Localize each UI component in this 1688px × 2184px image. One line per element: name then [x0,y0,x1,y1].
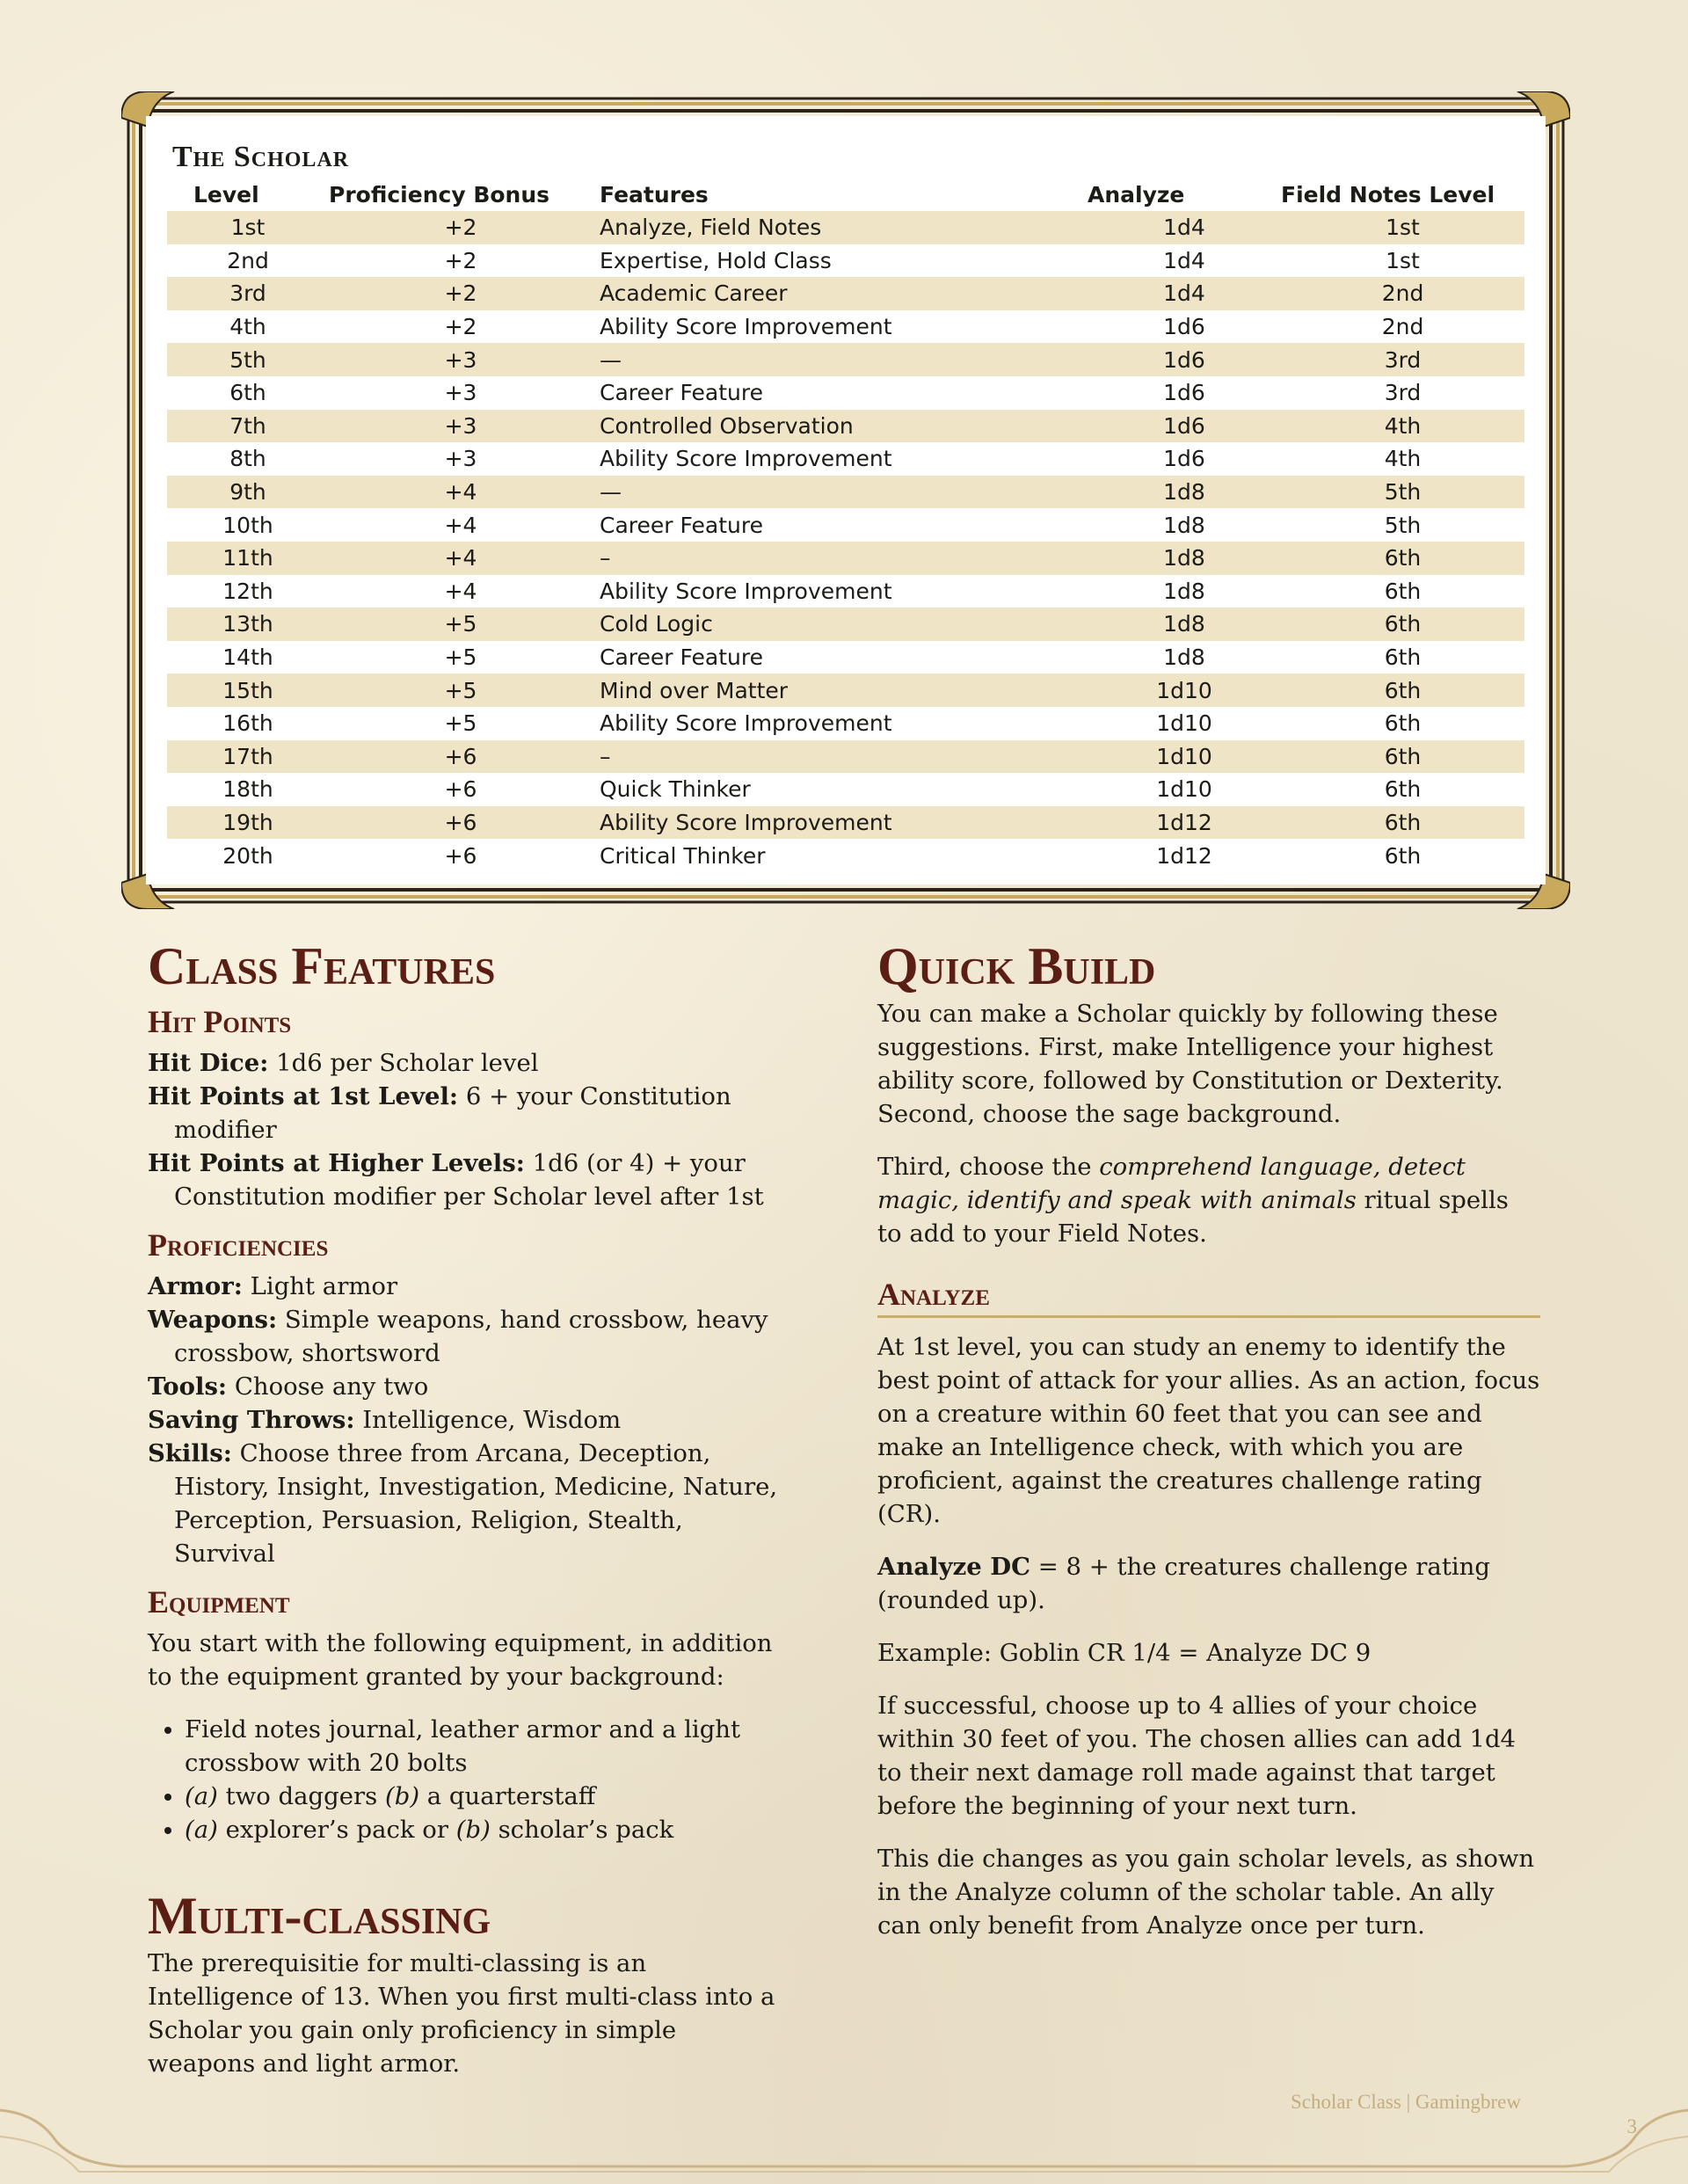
cell-features: Controlled Observation [600,412,854,439]
cell-level: 17th [222,743,273,769]
option-b-label: (b) [455,1816,491,1844]
cell-features: – [600,743,611,769]
cell-analyze: 1d6 [1163,380,1205,406]
equipment-heading: Equipment [148,1584,290,1620]
cell-level: 4th [229,314,266,340]
cell-field-notes: 2nd [1381,280,1424,307]
cell-analyze: 1d6 [1163,314,1205,340]
armor-line [148,1270,781,1303]
cell-proficiency: +3 [444,380,477,406]
table-row [167,244,1524,278]
table-row [167,773,1524,806]
cell-analyze: 1d4 [1163,247,1205,273]
cell-analyze: 1d12 [1156,809,1212,835]
analyze-dc-para [877,1550,1540,1617]
cell-features: Ability Score Improvement [600,314,892,340]
cell-field-notes: 3rd [1384,346,1422,373]
cell-field-notes: 5th [1384,512,1422,538]
table-panel [146,116,1546,885]
cell-analyze: 1d6 [1163,346,1205,373]
cell-features: Cold Logic [600,611,713,637]
cell-analyze: 1d8 [1163,578,1205,604]
cell-field-notes: 6th [1384,809,1422,835]
table-row [167,740,1524,774]
quick-build-heading: Quick Build [877,937,1156,995]
table-row [167,673,1524,707]
cell-features: Expertise, Hold Class [600,247,832,273]
header-proficiency: Proficiency Bonus [329,181,550,207]
cell-proficiency: +2 [444,215,477,241]
analyze-heading: Analyze [877,1275,1540,1318]
cell-field-notes: 6th [1384,578,1422,604]
cell-proficiency: +4 [444,578,477,604]
cell-proficiency: +6 [444,809,477,835]
armor-label: Armor: [148,1272,243,1300]
hit-dice-line [148,1046,781,1080]
table-row [167,839,1524,872]
weapons-value: Simple weapons, hand crossbow, heavy crossbow, shortsword [174,1306,768,1367]
cell-features: Quick Thinker [600,776,751,803]
cell-field-notes: 6th [1384,776,1422,803]
quick-build-para-2-start: Third, choose the [877,1153,1100,1181]
cell-proficiency: +6 [444,743,477,769]
multiclassing-text: The prerequisitie for multi-classing is an Intelligence of 13. When you first multi-class into a Scholar you gain only proficiency in simple weapons and light armor. [148,1949,775,2078]
table-row [167,442,1524,476]
cell-field-notes: 6th [1384,611,1422,637]
cell-level: 12th [222,578,273,604]
cell-field-notes: 3rd [1384,380,1422,406]
table-row [167,476,1524,509]
cell-field-notes: 6th [1384,677,1422,703]
cell-features: Career Feature [600,644,763,671]
analyze-para-4: This die changes as you gain scholar levels, as shown in the Analyze column of the scholar table. An ally can only benefit from Analyze once per turn. [877,1845,1535,1940]
hp-higher-levels-value: 1d6 (or 4) + your Constitution modifier per Scholar level after 1st [174,1149,764,1211]
cell-features: — [600,479,622,506]
cell-analyze: 1d4 [1163,280,1205,307]
armor-value: Light armor [242,1272,398,1300]
analyze-para-3: If successful, choose up to 4 allies of your choice within 30 feet of you. The chosen allies can add 1d4 to their next damage roll made against that target before the beginning of your next turn. [877,1692,1517,1820]
saving-throws-line [148,1403,781,1437]
cell-analyze: 1d12 [1156,842,1212,869]
saving-throws-label: Saving Throws: [148,1406,355,1434]
skills-label: Skills: [148,1439,232,1467]
cell-features: Ability Score Improvement [600,809,892,835]
table-row [167,376,1524,410]
option-a-text: explorer’s pack or [217,1816,456,1844]
option-b-text: a quarterstaff [419,1782,596,1810]
cell-proficiency: +2 [444,247,477,273]
hit-points-heading: Hit Points [148,1004,292,1039]
cell-proficiency: +4 [444,512,477,538]
cell-field-notes: 4th [1384,412,1422,439]
cell-field-notes: 2nd [1381,314,1424,340]
cell-level: 8th [229,446,266,472]
table-row [167,575,1524,608]
cell-analyze: 1d8 [1163,545,1205,571]
table-row [167,707,1524,740]
class-features-heading: Class Features [148,937,496,995]
table-row [167,542,1524,575]
table-row [167,211,1524,244]
tools-label: Tools: [148,1372,228,1401]
skills-line [148,1437,781,1570]
table-row [167,641,1524,674]
equipment-item-journal: • Field notes journal, leather armor and a light crossbow with 20 bolts [185,1713,781,1780]
analyze-example: Example: Goblin CR 1/4 = Analyze DC 9 [877,1639,1372,1667]
quick-build-para-2 [877,1150,1540,1250]
header-field-notes: Field Notes Level [1281,181,1495,207]
table-row [167,508,1524,542]
proficiencies-heading: Proficiencies [148,1227,329,1263]
cell-level: 10th [222,512,273,538]
cell-analyze: 1d8 [1163,512,1205,538]
page-number: 3 [1626,2115,1637,2137]
cell-features: Career Feature [600,512,763,538]
hp-higher-levels-label: Hit Points at Higher Levels: [148,1149,525,1177]
cell-features: Critical Thinker [600,842,766,869]
equipment-list [148,1713,781,1846]
cell-analyze: 1d10 [1156,710,1212,737]
multiclassing-heading: Multi-classing [148,1887,491,1945]
table-row [167,608,1524,641]
footer-text: Scholar Class | Gamingbrew [1290,2091,1521,2113]
right-column [877,935,1540,1942]
cell-field-notes: 5th [1384,479,1422,506]
cell-field-notes: 6th [1384,545,1422,571]
cell-analyze: 1d10 [1156,776,1212,803]
hit-dice-value: 1d6 per Scholar level [268,1049,539,1077]
cell-features: Career Feature [600,380,763,406]
analyze-dc-text: = 8 + the creatures challenge rating (rounded up). [877,1553,1490,1614]
cell-field-notes: 1st [1386,215,1420,241]
cell-proficiency: +3 [444,446,477,472]
cell-level: 6th [229,380,266,406]
cell-level: 9th [229,479,266,506]
cell-features: Analyze, Field Notes [600,215,822,241]
cell-level: 18th [222,776,273,803]
cell-proficiency: +3 [444,346,477,373]
table-header-row [167,178,1524,211]
cell-level: 3rd [229,280,266,307]
cell-level: 19th [222,809,273,835]
cell-field-notes: 1st [1386,247,1420,273]
cell-proficiency: +6 [444,776,477,803]
cell-proficiency: +4 [444,479,477,506]
hp-first-level-value: 6 + your Constitution modifier [174,1082,731,1144]
cell-field-notes: 6th [1384,710,1422,737]
cell-level: 20th [222,842,273,869]
cell-proficiency: +4 [444,545,477,571]
cell-field-notes: 6th [1384,644,1422,671]
table-title: The Scholar [172,141,350,173]
cell-proficiency: +5 [444,644,477,671]
tools-value: Choose any two [227,1372,429,1401]
equipment-intro: You start with the following equipment, in addition to the equipment granted by your background: [148,1629,773,1691]
hp-first-level-label: Hit Points at 1st Level: [148,1082,459,1110]
table-row [167,277,1524,310]
analyze-para-1: At 1st level, you can study an enemy to identify the best point of attack for your allies. As an action, focus on a creature within 60 feet that you can see and make an Intelligence check, with which you are proficient, against the creatures challenge rating (CR). [877,1333,1540,1528]
cell-analyze: 1d8 [1163,479,1205,506]
cell-level: 14th [222,644,273,671]
cell-level: 2nd [227,247,269,273]
table-row [167,310,1524,344]
cell-analyze: 1d8 [1163,611,1205,637]
cell-analyze: 1d6 [1163,412,1205,439]
cell-analyze: 1d8 [1163,644,1205,671]
cell-level: 15th [222,677,273,703]
cell-level: 16th [222,710,273,737]
skills-value: Choose three from Arcana, Deception, History, Insight, Investigation, Medicine, Nature, Perception, Persuasion, Religion, Stealth, Survival [174,1439,778,1568]
saving-throws-value: Intelligence, Wisdom [354,1406,622,1434]
scholar-progression-table [167,178,1524,872]
cell-features: — [600,346,622,373]
analyze-dc-label: Analyze DC [877,1553,1030,1581]
cell-features: Mind over Matter [600,677,789,703]
cell-features: Ability Score Improvement [600,578,892,604]
cell-level: 13th [222,611,273,637]
cell-proficiency: +2 [444,280,477,307]
weapons-line [148,1303,781,1370]
cell-features: Academic Career [600,280,788,307]
quick-build-spell-list: comprehend language, detect magic, identify and speak with animals [877,1153,1466,1214]
option-a-label: (a) [185,1816,218,1844]
quick-build-para-2-end: ritual spells to add to your Field Notes. [877,1186,1509,1248]
cell-field-notes: 4th [1384,446,1422,472]
table-row [167,410,1524,443]
quick-build-para-1: You can make a Scholar quickly by following these suggestions. First, make Intelligence your highest ability score, followed by Constitution or Dexterity. Second, choose the sage background. [877,1000,1503,1128]
weapons-label: Weapons: [148,1306,278,1334]
table-row [167,343,1524,376]
cell-features: Ability Score Improvement [600,446,892,472]
cell-level: 7th [229,412,266,439]
cell-proficiency: +6 [444,842,477,869]
cell-level: 1st [230,215,266,241]
cell-proficiency: +2 [444,314,477,340]
cell-features: Ability Score Improvement [600,710,892,737]
table-row [167,806,1524,840]
cell-proficiency: +3 [444,412,477,439]
header-level: Level [193,181,259,207]
option-b-label: (b) [384,1782,420,1810]
option-b-text: scholar’s pack [490,1816,674,1844]
class-table-frame [121,91,1570,909]
cell-level: 11th [222,545,273,571]
cell-level: 5th [229,346,266,373]
cell-field-notes: 6th [1384,842,1422,869]
cell-proficiency: +5 [444,710,477,737]
cell-analyze: 1d4 [1163,215,1205,241]
cell-proficiency: +5 [444,611,477,637]
option-a-text: two daggers [217,1782,385,1810]
hit-dice-label: Hit Dice: [148,1049,269,1077]
tools-line [148,1370,781,1403]
hp-higher-levels-line [148,1147,781,1213]
cell-analyze: 1d10 [1156,677,1212,703]
cell-analyze: 1d10 [1156,743,1212,769]
option-a-label: (a) [185,1782,218,1810]
cell-features: – [600,545,611,571]
equipment-item-pack [185,1813,781,1846]
cell-analyze: 1d6 [1163,446,1205,472]
hp-first-level-line [148,1080,781,1147]
header-analyze: Analyze [1088,181,1185,207]
left-column [148,935,781,2080]
cell-proficiency: +5 [444,677,477,703]
cell-field-notes: 6th [1384,743,1422,769]
equipment-item-weapons [185,1780,781,1813]
header-features: Features [600,181,709,207]
